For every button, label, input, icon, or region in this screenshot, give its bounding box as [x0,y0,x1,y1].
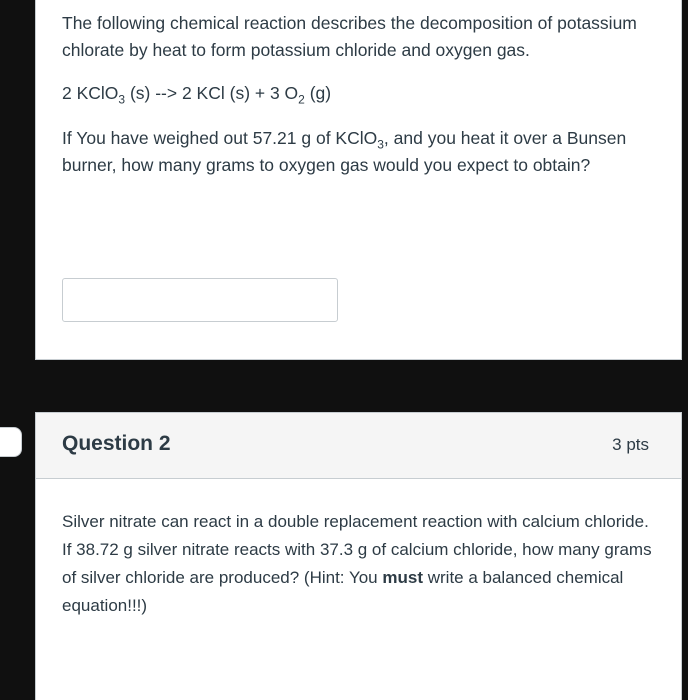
question-2-text-end: write a balanced chemical equation!!!) [62,568,624,615]
equation-part-3: (g) [304,83,332,103]
equation-part-2: (s) --> 2 KCl (s) + 3 O [125,83,299,103]
prompt-part-2: , and you heat it over a Bunsen burner, how many grams to oxygen gas would you expect to obtain? [62,128,627,175]
question-1-intro: The following chemical reaction describes the decomposition of potassium chlorate by heat to form potassium chloride and oxygen gas. [62,13,637,60]
answer-input[interactable] [62,278,338,322]
question-2-title: Question 2 [62,432,171,455]
equation-subscript-1: 3 [118,92,126,107]
question-1-body [62,10,642,179]
equation-subscript-2: 2 [298,92,305,107]
question-2-body [62,508,657,620]
question-2-points: 3 pts [612,435,649,454]
prompt-subscript: 3 [377,137,384,152]
prompt-part-1: If You have weighed out 57.21 g of KClO [62,128,378,148]
question-2-header [36,413,681,479]
flag-question-icon[interactable] [0,427,22,457]
question-2-card [35,412,682,700]
question-2-text: Silver nitrate can react in a double replacement reaction with calcium chloride. If 38.72 g silver nitrate reacts with 37.3 g of calcium chloride, how many grams of silver chloride are produced? (Hint: You [62,512,652,587]
chemical-equation [62,80,642,107]
question-2-emphasis: must [382,568,423,587]
question-separator [0,360,688,412]
question-1-prompt [62,125,642,179]
equation-part-1: 2 KClO [62,83,119,103]
question-1-card [35,0,682,360]
